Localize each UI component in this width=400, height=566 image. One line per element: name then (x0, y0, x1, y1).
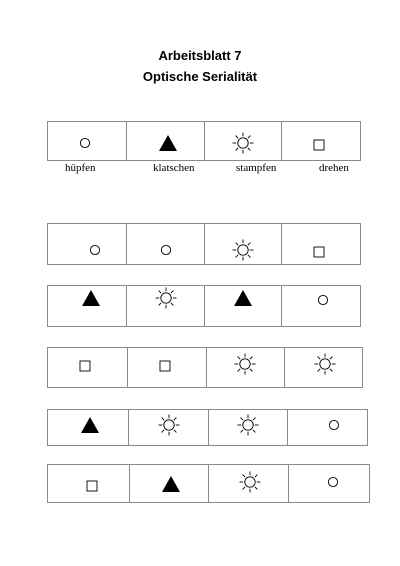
sun-icon (231, 238, 255, 262)
sun-icon (233, 352, 257, 376)
sequence-cell (48, 122, 127, 160)
sun-icon (238, 470, 262, 494)
sequence-row (47, 464, 370, 503)
sequence-cell (127, 286, 205, 326)
triangle-icon (161, 475, 181, 493)
sequence-cell (288, 410, 367, 445)
sequence-cell (289, 465, 370, 502)
sequence-cell (48, 348, 128, 387)
sequence-cell (205, 224, 283, 264)
sequence-cell (205, 122, 283, 160)
legend-label-klatschen: klatschen (153, 162, 195, 174)
circle-icon (327, 476, 339, 488)
sequence-row (47, 409, 368, 446)
sequence-cell (127, 122, 205, 160)
sun-icon (157, 413, 181, 437)
triangle-icon (80, 416, 100, 434)
sequence-cell (282, 286, 360, 326)
square-icon (313, 246, 325, 258)
circle-icon (89, 244, 101, 256)
square-icon (159, 360, 171, 372)
sequence-cell (127, 224, 205, 264)
triangle-icon (81, 289, 101, 307)
circle-icon (317, 294, 329, 306)
sequence-cell (205, 286, 283, 326)
square-icon (79, 360, 91, 372)
sequence-cell (282, 122, 360, 160)
sequence-cell (207, 348, 285, 387)
sequence-cell (129, 410, 209, 445)
sun-icon (236, 413, 260, 437)
legend-label-stampfen: stampfen (236, 162, 277, 174)
circle-icon (160, 244, 172, 256)
sun-icon (231, 131, 255, 155)
sequence-cell (128, 348, 208, 387)
square-icon (86, 480, 98, 492)
sequence-row (47, 347, 363, 388)
sequence-cell (48, 286, 127, 326)
sequence-cell (48, 465, 130, 502)
sequence-row (47, 223, 361, 265)
legend-row (47, 121, 361, 161)
triangle-icon (158, 134, 178, 152)
sequence-cell (285, 348, 363, 387)
sun-icon (154, 286, 178, 310)
sequence-row (47, 285, 361, 327)
legend-label-drehen: drehen (319, 162, 349, 174)
sequence-cell (130, 465, 210, 502)
sequence-cell (209, 465, 289, 502)
legend-label-hupfen: hüpfen (65, 162, 96, 174)
sequence-cell (209, 410, 289, 445)
sequence-cell (48, 224, 127, 264)
sequence-cell (282, 224, 360, 264)
triangle-icon (233, 289, 253, 307)
sun-icon (313, 352, 337, 376)
worksheet-subtitle: Optische Serialität (142, 69, 258, 84)
sequence-cell (48, 410, 129, 445)
square-icon (313, 139, 325, 151)
circle-icon (79, 137, 91, 149)
circle-icon (328, 419, 340, 431)
worksheet-title: Arbeitsblatt 7 (158, 48, 242, 63)
